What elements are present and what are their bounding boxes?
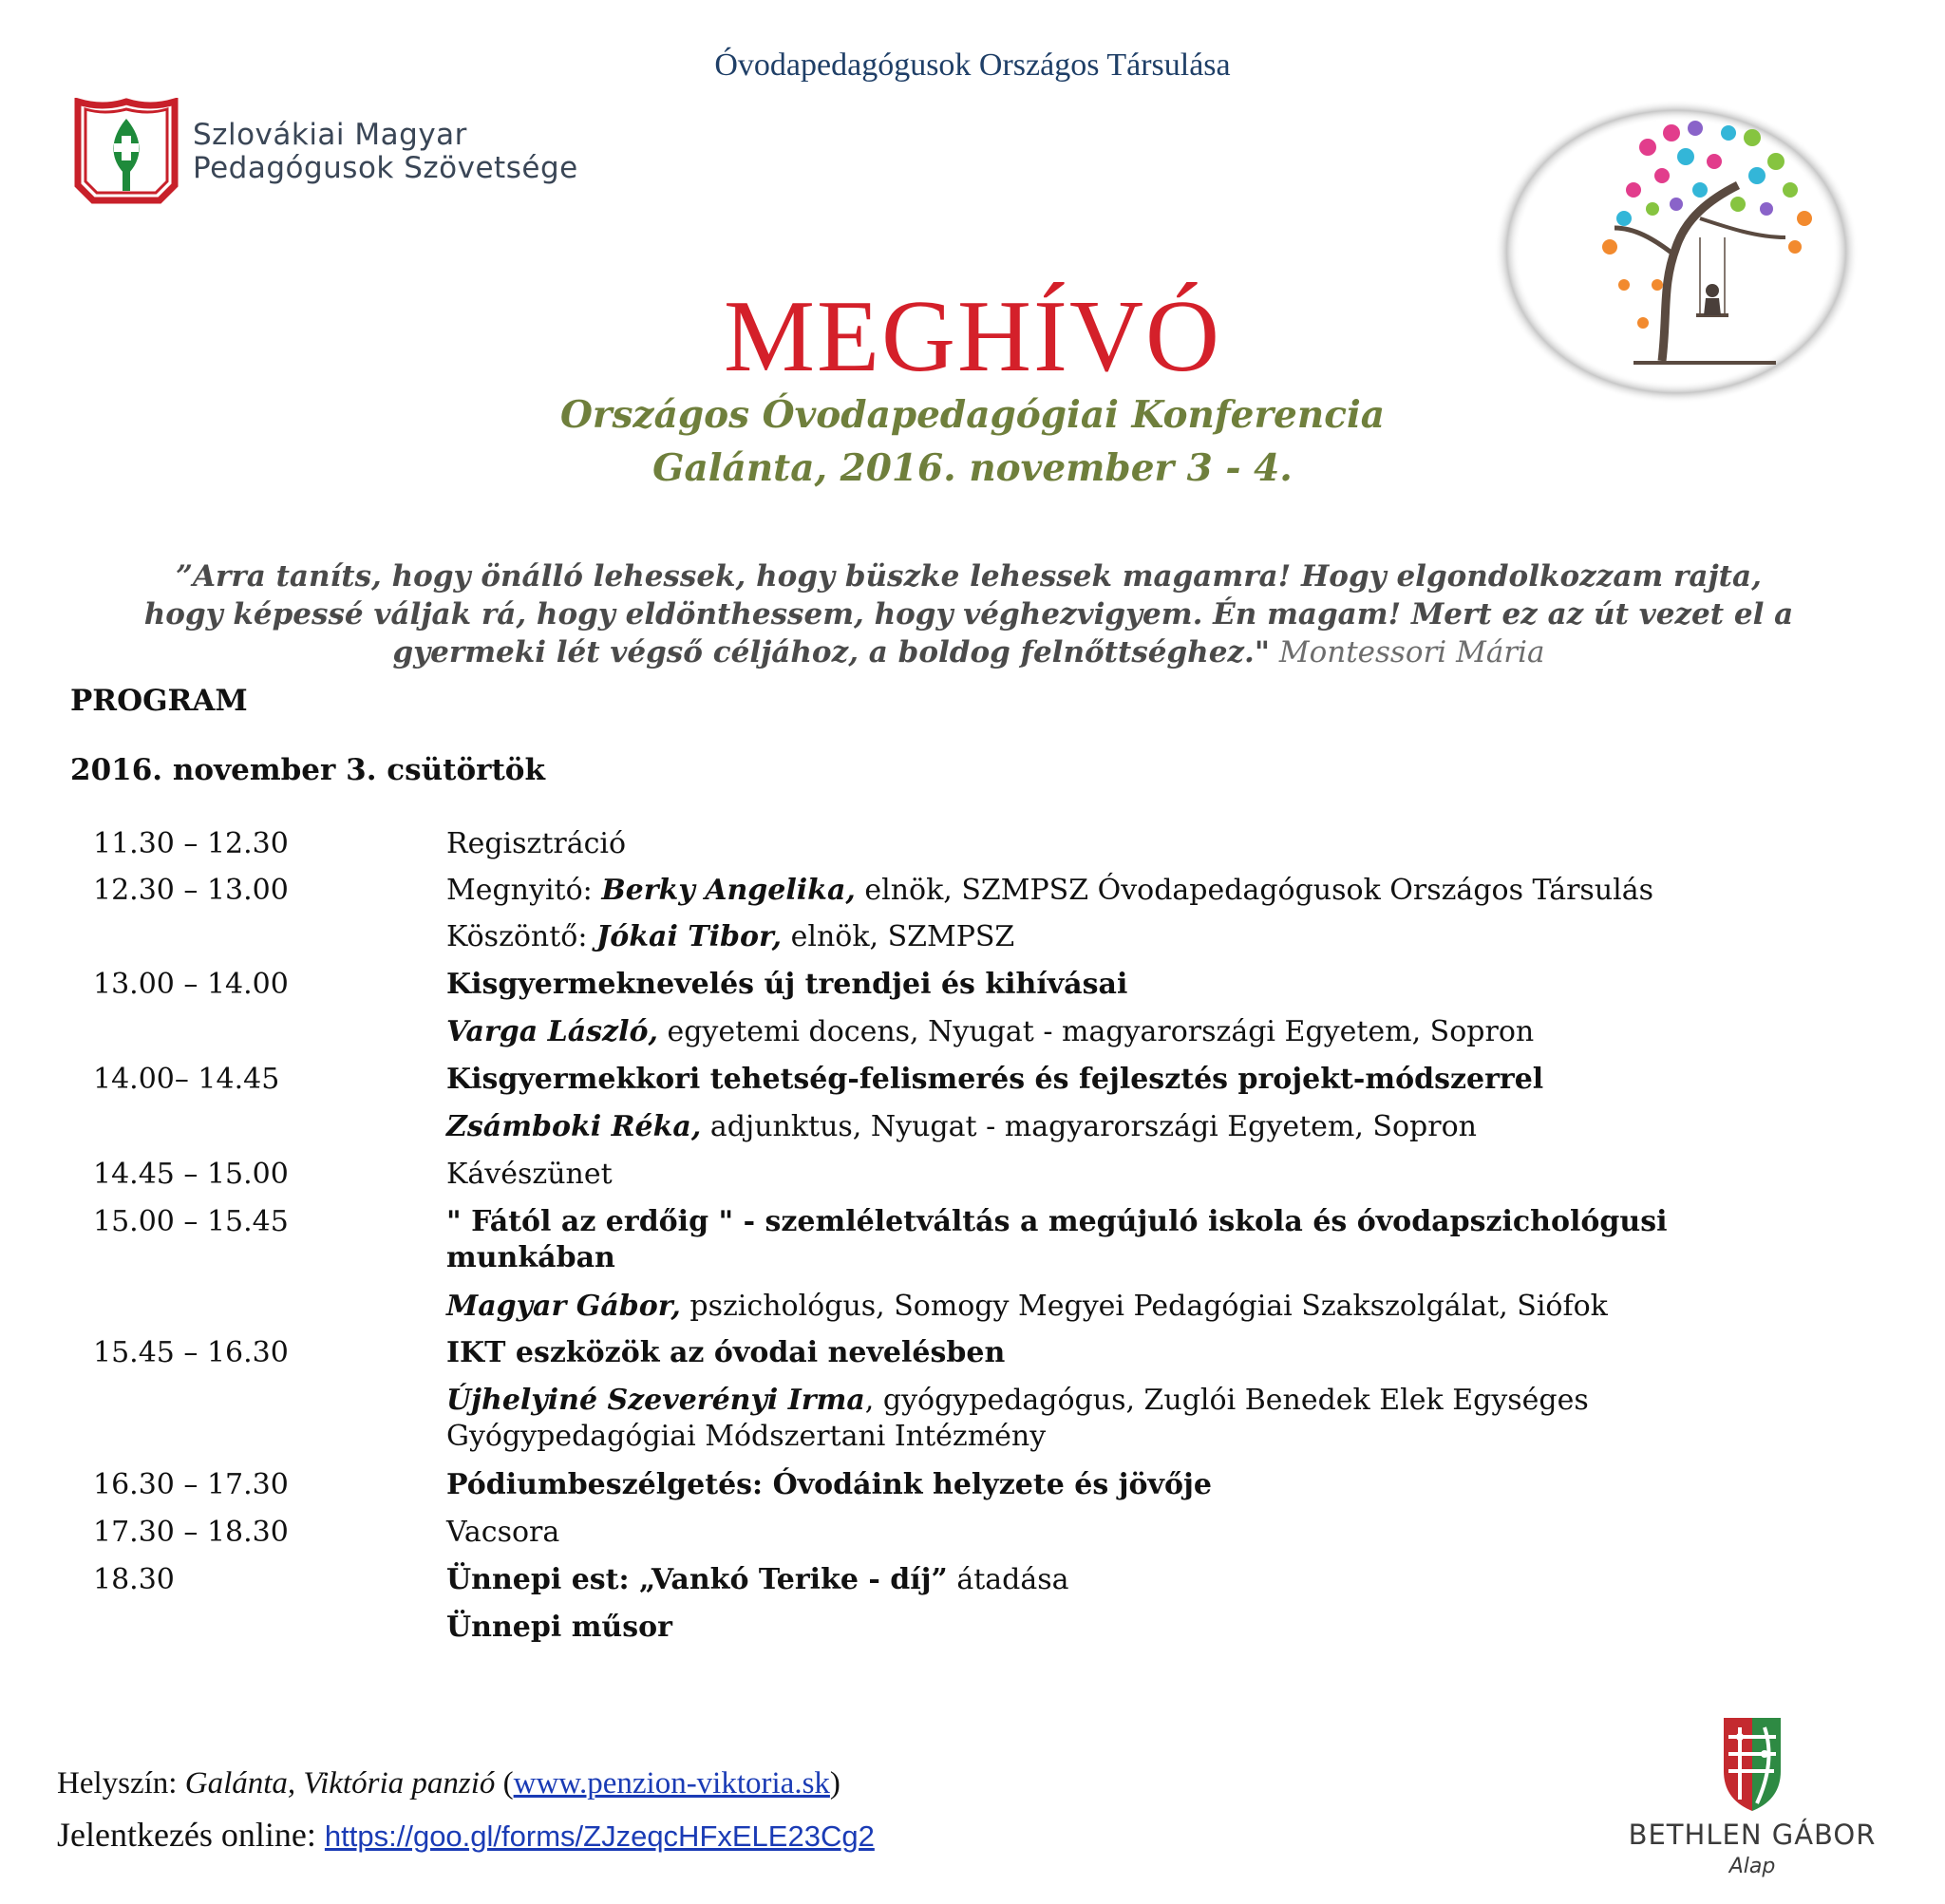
schedule-time: 17.30 – 18.30 — [93, 1516, 289, 1549]
speaker-role: elnök, SZMPSZ Óvodapedagógusok Országos Társulás — [855, 874, 1654, 907]
session-title: IKT eszközök az óvodai nevelésben — [446, 1336, 1006, 1369]
session-suffix: átadása — [947, 1563, 1069, 1596]
session-title: Ünnepi est: „Vankó Terike - díj” — [446, 1563, 948, 1596]
speaker-role: elnök, SZMPSZ — [782, 920, 1015, 953]
venue-paren-open: ( — [495, 1766, 514, 1800]
session-title: Ünnepi műsor — [446, 1611, 672, 1644]
quote-author: Montessori Mária — [1269, 635, 1545, 669]
schedule-time: 14.45 – 15.00 — [93, 1158, 289, 1191]
speaker-role: , gyógypedagógus, Zuglói Benedek Elek Egységes — [864, 1384, 1589, 1417]
speaker-name: Berky Angelika, — [601, 874, 856, 907]
conference-name: Országos Óvodapedagógiai Konferencia — [559, 393, 1386, 437]
schedule-prefix: Megnyitó: — [446, 874, 602, 907]
speaker-name: Újhelyiné Szeverényi Irma — [446, 1384, 865, 1417]
schedule-time: 12.30 – 13.00 — [93, 874, 289, 907]
speaker-role: pszichológus, Somogy Megyei Pedagógiai Szakszolgálat, Siófok — [680, 1290, 1608, 1323]
venue-website-link[interactable]: www.penzion-viktoria.sk — [513, 1766, 830, 1800]
bethlen-shield-icon — [1615, 1705, 1890, 1819]
day-heading: 2016. november 3. csütörtök — [70, 753, 545, 787]
quote-line-3: gyermeki lét végső céljához, a boldog felnőttséghez." — [392, 635, 1270, 669]
session-title: Kisgyermekkori tehetség-felismerés és fejlesztés projekt-módszerrel — [446, 1063, 1544, 1096]
speaker-role: adjunktus, Nyugat - magyarországi Egyetem, Sopron — [701, 1110, 1477, 1143]
sponsor-sub: Alap — [1728, 1855, 1776, 1878]
speaker-role: egyetemi docens, Nyugat - magyarországi Egyetem, Sopron — [657, 1015, 1535, 1048]
speaker-name: Zsámboki Réka, — [446, 1110, 702, 1143]
session-title: Kisgyermeknevelés új trendjei és kihívásai — [446, 968, 1128, 1001]
quote-line-2: hogy képessé váljak rá, hogy eldönthessem, hogy véghezvigyem. Én magam! Mert ez az út vezet el a — [143, 597, 1794, 632]
venue-paren-close: ) — [829, 1766, 840, 1800]
session-title-cont: munkában — [446, 1241, 615, 1274]
schedule-time: 13.00 – 14.00 — [93, 968, 289, 1001]
bethlen-gabor-logo — [1615, 1705, 1890, 1895]
schedule-time: 14.00– 14.45 — [93, 1063, 280, 1096]
session-title: Pódiumbeszélgetés: Óvodáink helyzete és jövője — [446, 1468, 1212, 1501]
smpsz-name-line1: Szlovákiai Magyar — [193, 118, 467, 152]
schedule-time: 16.30 – 17.30 — [93, 1468, 289, 1501]
program-heading: PROGRAM — [70, 684, 248, 718]
session-title: " Fától az erdőig " - szemléletváltás a megújuló iskola és óvodapszichológusi — [446, 1205, 1668, 1238]
schedule-item: Kávészünet — [446, 1158, 613, 1191]
conference-date-place: Galánta, 2016. november 3 - 4. — [652, 446, 1293, 490]
schedule-time: 11.30 – 12.30 — [93, 827, 289, 860]
signup-label: Jelentkezés online: — [57, 1816, 325, 1854]
schedule-time: 15.00 – 15.45 — [93, 1205, 289, 1238]
speaker-name: Jókai Tibor, — [596, 920, 783, 953]
organizer-name: Óvodapedagógusok Országos Társulása — [714, 47, 1231, 83]
signup-line — [57, 1815, 875, 1855]
venue-name: Galánta, Viktória panzió — [184, 1766, 496, 1800]
schedule-item: Vacsora — [446, 1516, 560, 1549]
smpsz-name-line2: Pedagógusok Szövetsége — [193, 151, 578, 185]
schedule-time: 18.30 — [93, 1563, 175, 1596]
montessori-quote — [76, 557, 1861, 671]
speaker-name: Magyar Gábor, — [446, 1290, 681, 1323]
venue-line — [57, 1766, 840, 1801]
venue-label: Helyszín: — [57, 1766, 185, 1800]
speaker-role-cont: Gyógypedagógiai Módszertani Intézmény — [446, 1420, 1047, 1453]
quote-line-1: ”Arra taníts, hogy önálló lehessek, hogy büszke lehessek magamra! Hogy elgondolkozzam rajta, — [176, 559, 1762, 594]
invitation-title: MEGHÍVÓ — [724, 280, 1221, 393]
smpsz-shield-icon — [74, 98, 179, 207]
schedule-prefix: Köszöntő: — [446, 920, 597, 953]
smpsz-logo — [74, 98, 578, 212]
schedule-item: Regisztráció — [446, 827, 627, 860]
schedule-time: 15.45 – 16.30 — [93, 1336, 289, 1369]
sponsor-name: BETHLEN GÁBOR — [1628, 1819, 1877, 1851]
speaker-name: Varga László, — [446, 1015, 658, 1048]
signup-form-link[interactable]: https://goo.gl/forms/ZJzeqcHFxELE23Cg2 — [324, 1819, 875, 1853]
